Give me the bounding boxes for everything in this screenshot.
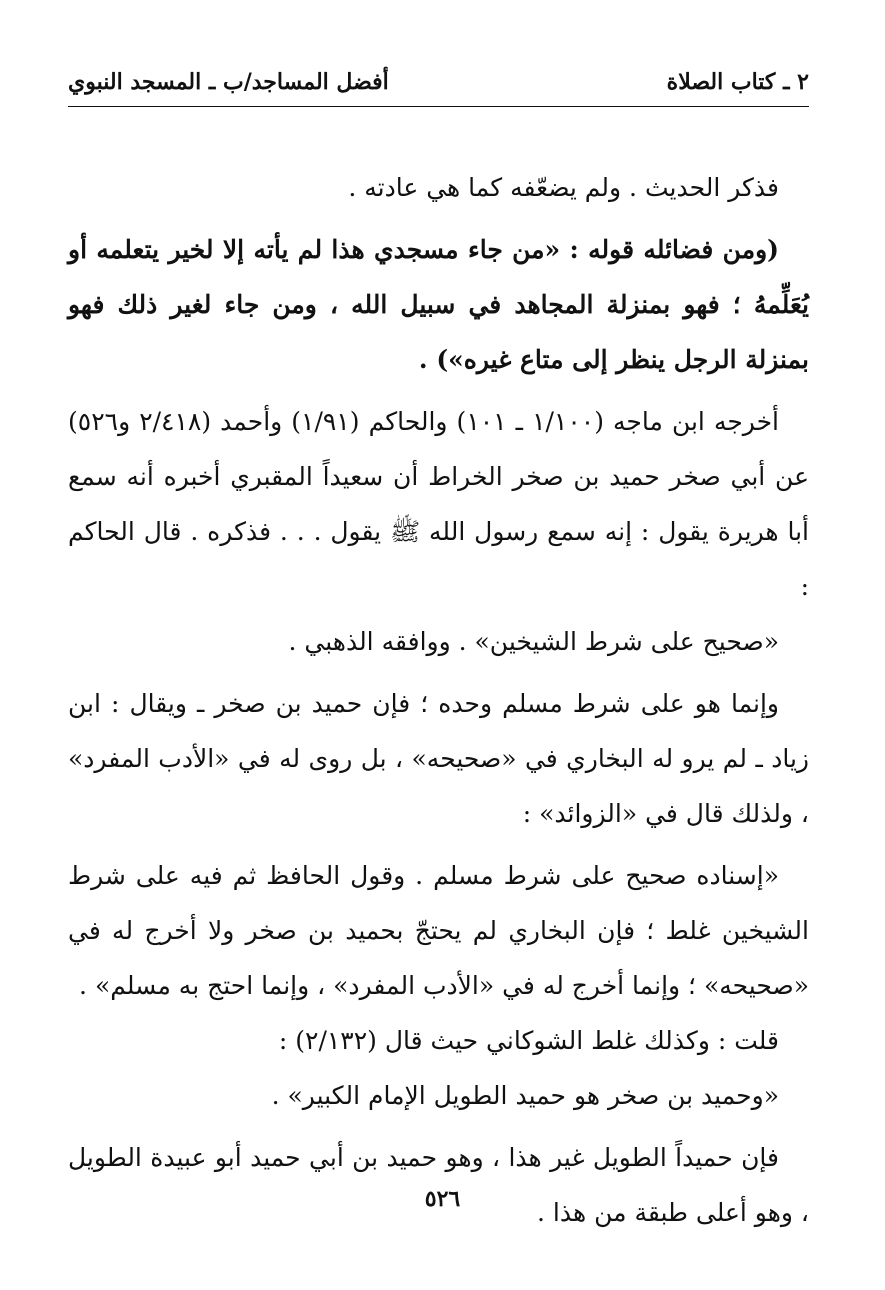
header-section-title: أفضل المساجد/ب ـ المسجد النبوي [68, 69, 389, 95]
paragraph-zawaid-quote: «إسناده صحيح على شرط مسلم . وقول الحافظ ثم فيه على شرط الشيخين غلط ؛ فإن البخاري لم يحتجّ بحميد بن صخر ولا أخرج له في «صحيحه» ؛ وإنما أخرج له في «الأدب المفرد» ، وإنما احتج به مسلم» . [68, 861, 809, 1000]
paragraph-conclusion: فإن حميداً الطويل غير هذا ، وهو حميد بن أبي حميد أبو عبيدة الطويل ، وهو أعلى طبقة من هذا . [68, 1143, 809, 1227]
paragraph-hakim-quote: «صحيح على شرط الشيخين» . ووافقه الذهبي . [288, 627, 779, 656]
running-header [68, 60, 809, 104]
page-body [68, 160, 809, 1240]
page-number: ٥٢٦ [424, 1186, 461, 1212]
paragraph-takhrij: أخرجه ابن ماجه (١/١٠٠ ـ ١٠١) والحاكم (١/٩١) وأحمد (٢/٤١٨ و٥٢٦) عن أبي صخر حميد بن صخر الخراط أن سعيداً المقبري أخبره أنه سمع أبا هريرة يقول : إنه سمع رسول الله ﷺ يقول . . . فذكره . قال الحاكم : [68, 407, 809, 601]
header-chapter-title: ٢ ـ كتاب الصلاة [666, 69, 809, 95]
paragraph-shawkani: قلت : وكذلك غلط الشوكاني حيث قال (٢/١٣٢) : [278, 1026, 779, 1055]
paragraph-shawkani-quote: «وحميد بن صخر هو حميد الطويل الإمام الكبير» . [271, 1081, 779, 1110]
paragraph-muslim-condition: وإنما هو على شرط مسلم وحده ؛ فإن حميد بن صخر ـ ويقال : ابن زياد ـ لم يرو له البخاري في «صحيحه» ، بل روى له في «الأدب المفرد» ، ولذلك قال في «الزوائد» : [68, 689, 809, 828]
paragraph-hadith-text: (ومن فضائله قوله : «من جاء مسجدي هذا لم يأته إلا لخير يتعلمه أو يُعَلِّمهُ ؛ فهو بمنزلة المجاهد في سبيل الله ، ومن جاء لغير ذلك فهو بمنزلة الرجل ينظر إلى متاع غيره») . [68, 235, 809, 374]
header-divider [68, 106, 809, 107]
paragraph-intro: فذكر الحديث . ولم يضعّفه كما هي عادته . [348, 173, 779, 202]
